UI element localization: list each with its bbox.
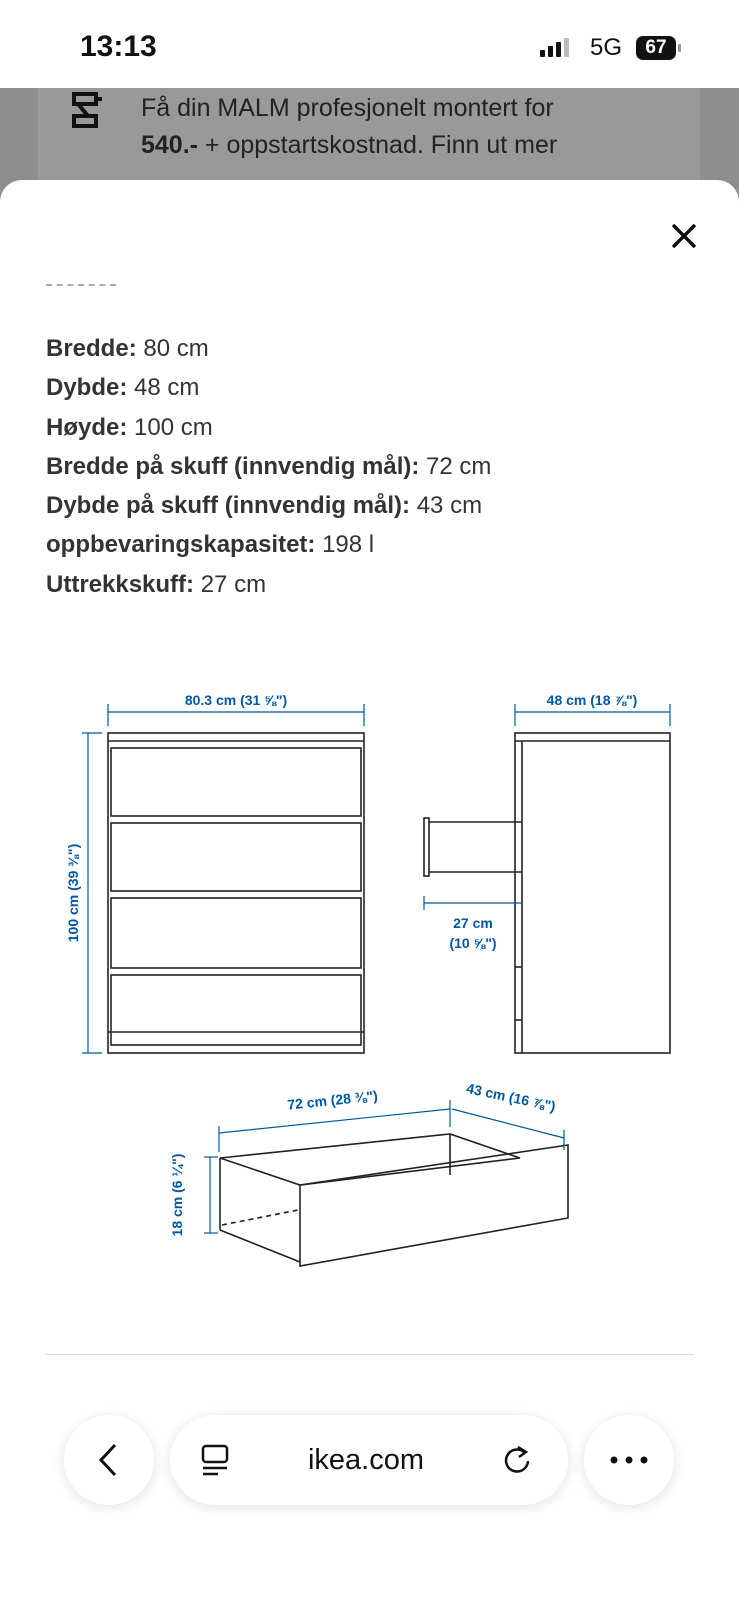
spec-row: oppbevaringskapasitet: 198 l [46,531,375,559]
address-bar[interactable] [170,1415,568,1505]
drawer-width-label: 72 cm (28 ⅜") [286,1087,379,1113]
spec-row: Bredde på skuff (innvendig mål): 72 cm [46,452,492,480]
spec-row: Dybde på skuff (innvendig mål): 43 cm [46,492,483,520]
spec-row: Bredde: 80 cm [46,335,209,362]
assembly-promo: Få din MALM profesjonelt montert for 540.- + oppstartskostnad. Finn ut mer [141,94,558,159]
status-bar [0,0,739,88]
height-label: 100 cm (39 ⅜") [65,843,81,943]
back-button[interactable] [64,1415,154,1505]
battery-icon: 67 [636,36,676,60]
extension-label: 27 cm [453,915,493,931]
dimensions-sheet [0,180,739,1600]
more-icon [609,1455,649,1465]
spec-row: Uttrekkskuff: 27 cm [46,570,267,598]
dresser-front-view [108,733,364,1053]
extension-label-inch: (10 ⅝") [449,935,497,951]
chevron-left-icon [95,1442,123,1478]
dimension-diagram [0,180,739,1320]
tabs-icon [200,1444,230,1476]
spec-row: Dybde: 48 cm [46,374,200,402]
divider [45,1354,694,1355]
more-button[interactable] [584,1415,674,1505]
drawer-depth-label: 43 cm (16 ⅞") [465,1079,558,1115]
dresser-side-view [424,733,670,1053]
width-label: 80.3 cm (31 ⅝") [184,692,288,708]
clock: 13:13 [80,30,157,63]
network-label: 5G [590,34,623,61]
drawer-view [220,1134,568,1266]
reload-icon[interactable] [502,1444,532,1476]
url-text: ikea.com [307,1443,425,1476]
drawer-height-label: 18 cm (6 ¼") [169,1153,185,1237]
signal-icon [540,38,569,57]
drill-icon [72,92,106,128]
spec-row: Høyde: 100 cm [46,413,213,441]
depth-label: 48 cm (18 ⅞") [546,692,638,708]
